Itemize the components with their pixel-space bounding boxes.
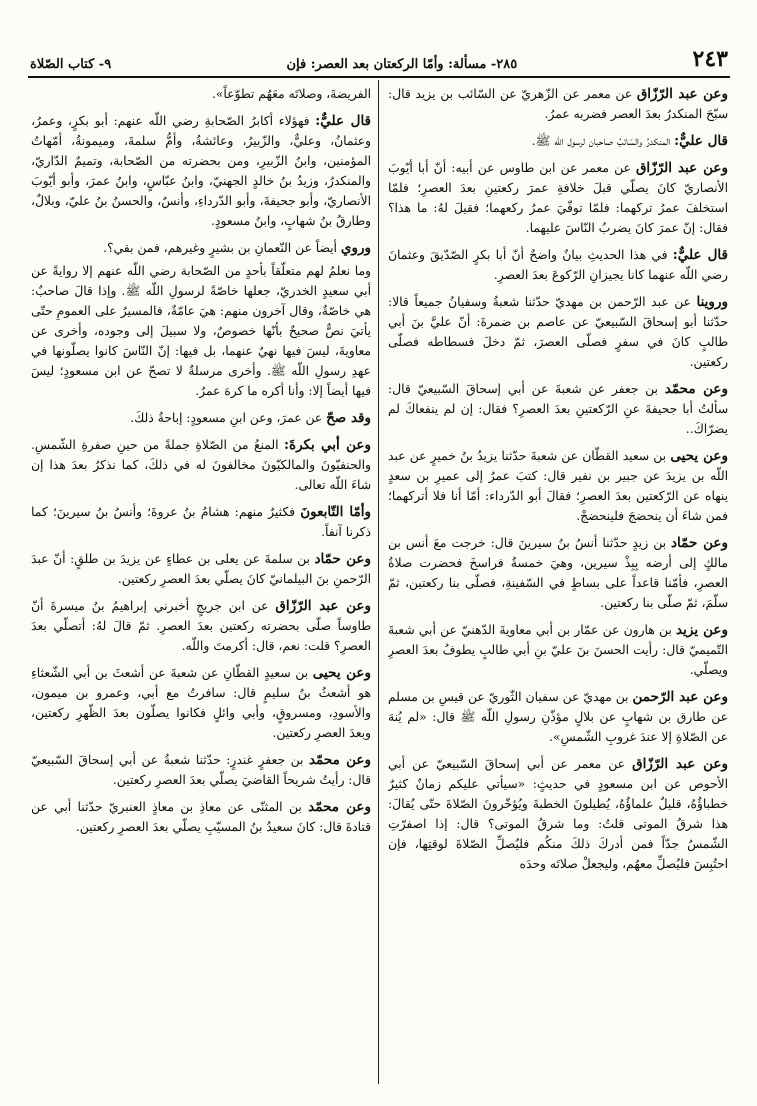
paragraph — [31, 663, 371, 743]
paragraph-text: عن عمرَ، وعن ابنِ مسعودٍ: إباحةُ ذلكَ. — [130, 411, 327, 425]
paragraph-lead: وعن حمّاد — [671, 535, 728, 551]
paragraph — [388, 84, 728, 124]
paragraph-text: المنكدرُ والسّائبُ صاحبان لرسول اللّه ﷺ. — [531, 134, 675, 148]
paragraph-text: عن عبد الرّحمن بن مهديّ حدّثنا شعبةُ وسفيانُ جميعاً قالا: حدّثنا أبو إسحاقَ السّبيعيّ عن عاصم بن ضمرةَ: أنّ عليَّ بنَ أبي طالبٍ كانَ في سفرٍ فصلّى العصرَ، ثمّ دخلَ فسطاطه فصلّى ركعتين. — [388, 295, 728, 369]
page-header — [30, 42, 728, 72]
paragraph-text: بن سلمةَ عن يعلى بن عطاءٍ عن يزيدَ بن طلقٍ: أنّ عبدَ الرّحمنِ بنَ البيلمانيّ كانَ يصلّي بعدَ العصرِ ركعتين. — [31, 552, 371, 586]
paragraph-text: في هذا الحديثِ بيانٌ واضحٌ أنّ أبا بكرٍ الصّدّيقَ وعثمانَ رضي اللّه عنهما كانا يجيزانِ الرّكوعَ بعدَ العصرِ. — [388, 248, 728, 282]
paragraph — [31, 797, 371, 837]
paragraph-lead: وعن حمّاد — [314, 551, 371, 567]
paragraph-lead: وعن محمّد — [308, 799, 371, 815]
paragraph-lead: وروي — [340, 240, 371, 256]
paragraph — [31, 408, 371, 428]
paragraph-lead: وعن يحيى — [670, 448, 728, 464]
paragraph-lead: وعن أبي بكرةَ: — [284, 437, 371, 453]
paragraph-text: عن معمر عن ابن طاوس عن أبيه: أنّ أبا أيّوبَ الأنصاريّ كانَ يصلّي قبلَ خلافةِ عمرَ ركعتينِ بعدَ العصرِ؛ فلمّا استخلفَ عمرُ تركهما: فلمّا توفّيَ عمرُ ركعهما؛ فقيلَ لهُ: ما هذا؟ فقال: إنّ عمرَ كانَ يضربُ النّاسَ عليهما. — [388, 161, 728, 235]
column-divider — [378, 80, 379, 1084]
paragraph-lead: وعن يزيد — [676, 622, 728, 638]
paragraph-text: وما نعلمُ لهم متعلّقاً بأحدٍ من الصّحابة رضي اللّه عنهم إلا روايةً عن أبي سعيدٍ الخدريّ، جعلها خاصّةً لرسولِ اللّه ﷺ. وإذا قالَ صاحبٌ: هي خاصّةٌ، وقال آخرون منهم: هيَ عامّةٌ، فالمسيرُ على العمومِ حتّى يأتيَ نصٌّ صحيحٌ بأنّها خصوصٌ، ولا سبيلَ إلى وجوده، وأخرى عن معاويةَ، ليسَ فيها نهيٌ عنهما، بل فيها: إنّ النّاسَ كانوا يصلّونها في عهدِ رسولِ اللّه ﷺ. وأخرى مرسلةٌ لا تصحّ عن ابن مسعودٍ؛ ليسَ فيها أيضاً إلا: وأنا أكره ما كرهَ عمرُ. — [31, 264, 371, 398]
paragraph-text: بن جعفرٍ غندرٍ: حدّثنا شعبةُ عن أبي إسحاقَ السّبيعيّ قال: رأيتُ شريحاً القاضيَ يصلّي بعدَ العصرِ ركعتين. — [31, 753, 371, 787]
paragraph — [388, 379, 728, 439]
paragraph-text: بن جعفر عن شعبةَ عن أبي إسحاقَ السّبيعيّ قال: سألتُ أبا جحيفةَ عنِ الرّكعتينِ بعدَ العصرِ؟ فقال: إن لم ينفعاكَ لم يضرّاكَ.. — [388, 382, 728, 436]
paragraph-text: بن مهديّ عن سفيان الثّوريّ عن قيسِ بن مسلم عن طارق بن شهابٍ عن بلالٍ مؤذّنِ رسولِ اللّه ﷺ قال: «لم يُنهَ عن الصّلاةِ إلا عندَ غروبِ الشّمسِ». — [388, 690, 728, 744]
paragraph-text: بن زيدٍ حدّثنا أنسُ بنُ سيرينَ قال: خرجت معَ أنس بن مالكٍ إلى أرضه بِبِذْ سيرين، وهيَ خمسةُ فراسخَ فحضرت صلاةُ العصرِ، فأمّنا قاعداً على بساطٍ في السّفينةِ، فصلّى بنا ركعتين، ثمّ سلّمَ، ثمّ صلّى بنا ركعتين. — [388, 536, 728, 610]
paragraph-lead: وعن عبد الرّزّاق — [635, 160, 728, 176]
paragraph — [31, 84, 371, 104]
paragraph — [31, 261, 371, 401]
book-title: ٩- كتاب الصّلاة — [30, 57, 112, 72]
paragraph — [31, 596, 371, 656]
paragraph-lead: قال عليٌّ: — [315, 113, 371, 129]
paragraph-lead: وعن محمّد — [308, 752, 371, 768]
paragraph-text: عن ابن جريجٍ أخبرني إبراهيمُ بنُ ميسرةَ أنّ طاوساً صلّى بحضرته ركعتين بعدَ العصرِ. ثمّ قالَ لهُ: أتصلّي بعدَ العصرِ؟ قلت: نعم، قال: أكرمتَ واللّه. — [31, 599, 371, 653]
paragraph — [388, 446, 728, 526]
paragraph — [388, 754, 728, 874]
paragraph-text: بن سعيد القطّان عن شعبةَ حدّثنا يزيدُ بنُ خميرٍ عن عبد اللّه بن يزيدَ عن جبير بن نفير قال: كتبَ عمرُ إلى عميرِ بن سعدٍ ينهاه عن الرّكعتين بعدَ العصرِ؛ فقالَ أبو الدّرداء: أمّا أنا فلا أتركهما؛ فمن شاءَ أن ينحضجَ فلينحضجْ. — [388, 449, 728, 523]
paragraph — [31, 435, 371, 495]
paragraph-text: فكثيرٌ منهم: هشامُ بنُ عروةَ؛ وأنسُ بنُ سيرينَ؛ كما ذكرنا آنفاً. — [31, 505, 371, 539]
right-column — [388, 84, 728, 1084]
paragraph-lead: وعن عبد الرّزّاق — [636, 86, 728, 102]
paragraph — [388, 533, 728, 613]
paragraph-lead: وعن عبد الرّزّاق — [632, 756, 728, 772]
paragraph — [31, 750, 371, 790]
paragraph-text: بن هارون عن عمّار بن أبي معاويةَ الدّهنيّ عن أبي شعبةَ التّميميّ قال: رأيت الحسنَ بنَ عليّ بنِ أبي طالبٍ يطوفُ بعدَ العصرِ ويصلّي. — [388, 623, 728, 677]
paragraph-lead: قال عليٌّ: — [674, 133, 728, 149]
paragraph — [388, 687, 728, 747]
paragraph-lead: وقد صحّ — [326, 410, 371, 426]
running-title: ٢٨٥- مسألة: وأمّا الركعتان بعد العصر: فإن — [286, 57, 518, 72]
paragraph — [31, 549, 371, 589]
paragraph-lead: وعن عبد الرّزّاق — [275, 598, 371, 614]
paragraph-text: الفريضةَ، وصلاتَه معَهُم تطوّعاً». — [211, 87, 371, 101]
paragraph-text: عن معمر عن أبي إسحاقَ السّبيعيّ عن أبي الأحوص عن ابن مسعودٍ في حديثٍ: «سيأتي عليكم زمانٌ كثيرٌ خطباؤُهُ، قليلٌ علماؤُهُ، يُطيلونَ الخطبةَ ويُؤخّرونَ الصّلاةَ حتّى يُقالَ: هذا شرقُ الموتى قلتُ: وما شرقُ الموتى؟ قال: إذا اصفرّتِ الشّمسُ جدّاً فمن أدركَ ذلكَ منكُم فليُصلِّ الصّلاةَ لوقتِها، فإن احتُبِسَ فليُصلِّ معهُم، وليجعلْ صلاتَه وحدَه — [388, 757, 728, 871]
paragraph-lead: وأمّا التّابعونَ — [300, 504, 371, 520]
paragraph-lead: وروينا — [696, 294, 728, 310]
paragraph — [388, 620, 728, 680]
paragraph — [31, 238, 371, 258]
paragraph-lead: وعن عبد الرّحمن — [632, 689, 728, 705]
paragraph-lead: قال عليٌّ: — [672, 247, 728, 263]
paragraph-text: المنعُ من الصّلاةِ جملةً من حينِ صفرةِ الشّمسِ. والحنفيّونَ والمالكيّونَ مخالفونَ له في ذلكَ، كما نذكرُ بعدَ هذا إن شاءَ اللّه تعالى. — [31, 438, 371, 492]
left-column — [31, 84, 371, 1084]
paragraph — [31, 111, 371, 231]
paragraph-text: أيضاً عن النّعمانِ بن بشيرٍ وغيرهم، فمن بقي؟. — [103, 241, 341, 255]
paragraph — [388, 131, 728, 151]
paragraph-lead: وعن يحيى — [312, 665, 371, 681]
paragraph-lead: وعن محمّد — [664, 381, 728, 397]
paragraph-text: بن المثنّى عن معاذِ بن معاذٍ العنبريّ حدّثنا أبي عن قتادةَ قال: كانَ سعيدُ بنُ المسيّبِ يصلّي بعدَ العصرِ ركعتين. — [31, 800, 371, 834]
paragraph — [31, 502, 371, 542]
header-rule — [28, 76, 730, 78]
paragraph-text: بن سعيدٍ القطّانِ عن شعبةَ عن أشعثَ بن أبي الشّعثاءِ هو أشعثُ بنُ سليمٍ قال: سافرتُ مع أبي، وعمرو بن ميمون، والأسودِ، ومسروقٍ، وأبي وائلٍ فكانوا يصلّون بعدَ الظّهرِ ركعتين، وبعدَ العصرِ ركعتين. — [31, 666, 371, 740]
paragraph — [388, 245, 728, 285]
paragraph-text: فهؤلاء أكابرُ الصّحابةِ رضي اللّه عنهم: أبو بكرٍ، وعمرُ، وعثمانُ، وعليٌّ، والزّبيرُ، وعائشةُ، وأمُّ سلمةَ، وميمونةُ، أمّهاتُ المؤمنين، وابنُ الزّبيرِ، ومن بحضرته من الصّحابة، وتميمٌ الدّاريّ، والمنكدرُ، وزيدُ بنُ خالدٍ الجهنيّ، وابنُ عبّاسٍ، وابنُ عمرَ، وأبو أيّوبَ الأنصاريّ، وأبو جحيفةَ، وأبو الدّرداءِ، وأنسٌ، والحسنُ بنُ عليّ، وبلالٌ، وطارقُ بنُ شهابٍ، وابنُ مسعودٍ. — [31, 114, 371, 228]
page-number: ٢٤٣ — [692, 46, 728, 72]
paragraph — [388, 158, 728, 238]
paragraph — [388, 292, 728, 372]
paragraph-text: عن معمر عن الزّهريّ عن السّائب بن يزيد قال: سبّحَ المنكدرُ بعدَ العصر فضربه عمرُ. — [388, 87, 728, 121]
